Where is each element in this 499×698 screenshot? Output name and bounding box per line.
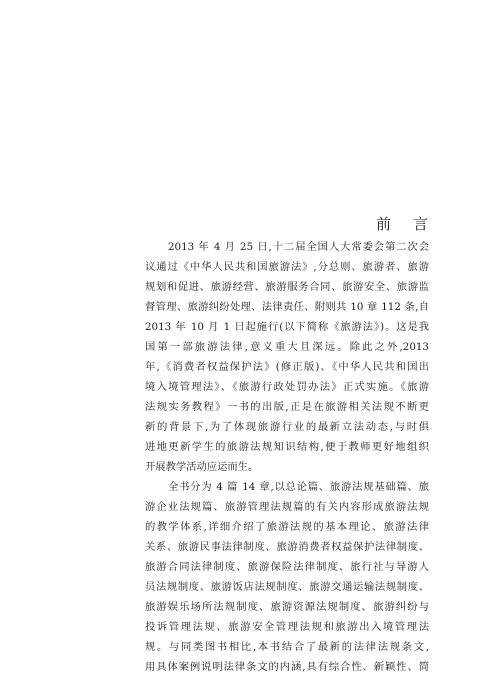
preface-heading: 前言 bbox=[376, 215, 451, 234]
paragraph-2-line-1: 全书分为 4 篇 14 章,以总论篇、旅游法规基础篇、旅 bbox=[168, 481, 429, 493]
paragraph-1-line-8: 境入境管理法》、《旅游行政处罚办法》正式实施。《旅游 bbox=[145, 381, 429, 393]
paragraph-1-line-5: 2013 年 10 月 1 日起施行(以下简称《旅游法》)。这是我 bbox=[145, 321, 429, 333]
paragraph-1-line-9: 法规实务教程》一书的出版,正是在旅游相关法规不断更 bbox=[145, 401, 429, 413]
paragraph-1-line-10: 新的背景下,为了体现旅游行业的最新立法动态,与时俱 bbox=[145, 421, 429, 433]
paragraph-2-line-2: 游企业法规篇、旅游管理法规篇的有关内容形成旅游法规 bbox=[145, 501, 429, 513]
paragraph-1-line-2: 议通过《中华人民共和国旅游法》,分总则、旅游者、旅游 bbox=[145, 261, 429, 273]
paragraph-2-line-6: 员法规制度、旅游饭店法规制度、旅游交通运输法规制度、 bbox=[145, 581, 429, 593]
paragraph-2-line-9: 规。与同类图书相比,本书结合了最新的法律法规条文, bbox=[145, 641, 429, 653]
paragraph-2-line-10: 用具体案例说明法律条文的内涵,具有综合性、新颖性、简 bbox=[145, 661, 429, 673]
paragraph-2-line-3: 的教学体系,详细介绍了旅游法规的基本理论、旅游法律 bbox=[145, 521, 429, 533]
paragraph-2-line-7: 旅游娱乐场所法规制度、旅游资源法规制度、旅游纠纷与 bbox=[145, 601, 429, 613]
paragraph-1-line-12: 开展教学活动应运而生。 bbox=[145, 461, 259, 473]
paragraph-1-line-4: 督管理、旅游纠纷处理、法律责任、附则共 10 章 112 条,自 bbox=[145, 301, 429, 313]
paragraph-1-line-7: 年,《消费者权益保护法》(修正版)、《中华人民共和国出 bbox=[145, 361, 429, 373]
paragraph-2-line-4: 关系、旅游民事法律制度、旅游消费者权益保护法律制度、 bbox=[145, 541, 429, 553]
paragraph-1-line-11: 进地更新学生的旅游法规知识结构,便于教师更好地组织 bbox=[145, 441, 429, 453]
paragraph-1-line-3: 规划和促进、旅游经营、旅游服务合同、旅游安全、旅游监 bbox=[145, 281, 429, 293]
paragraph-2-line-5: 旅游合同法律制度、旅游保险法律制度、旅行社与导游人 bbox=[145, 561, 429, 573]
paragraph-1-line-6: 国第一部旅游法律,意义重大且深远。除此之外,2013 bbox=[145, 341, 429, 353]
paragraph-2-line-8: 投诉管理法规、旅游安全管理法规和旅游出入境管理法 bbox=[145, 621, 429, 633]
paragraph-1-line-1: 2013 年 4 月 25 日,十二届全国人大常委会第二次会 bbox=[168, 241, 429, 253]
